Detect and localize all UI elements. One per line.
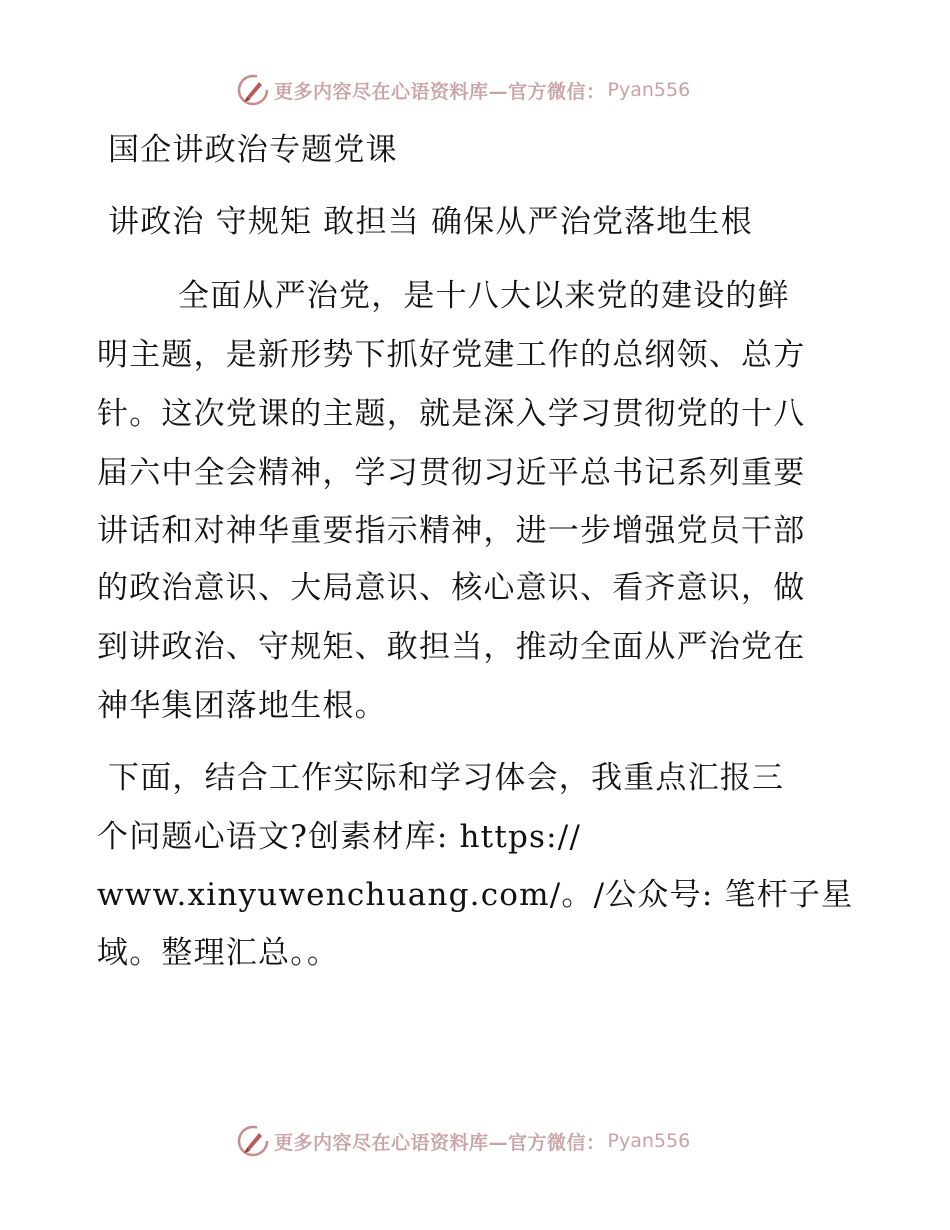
subtitle-heading: 讲政治 守规矩 敢担当 确保从严治党落地生根 (108, 204, 753, 240)
paragraph-line: 的政治意识、大局意识、核心意识、看齐意识，做 (97, 570, 806, 606)
paragraph-line: 全面从严治党，是十八大以来党的建设的鲜 (178, 278, 790, 314)
paragraph-line: 下面，结合工作实际和学习体会，我重点汇报三 (108, 760, 785, 796)
watermark-wechat-id: Pyan556 (607, 1130, 691, 1152)
paragraph-line: 针。这次党课的主题，就是深入学习贯彻党的十八 (97, 396, 806, 432)
paragraph-line: www.xinyuwenchuang.com/。/公众号: 笔杆子星 (97, 877, 854, 913)
page-title: 国企讲政治专题党课 (108, 132, 398, 168)
paragraph-line: 届六中全会精神，学习贯彻习近平总书记系列重要 (97, 455, 806, 491)
paragraph-line: 个问题心语文?创素材库: https:// (97, 819, 582, 855)
paragraph-line: 到讲政治、守规矩、敢担当，推动全面从严治党在 (97, 629, 806, 665)
paragraph-line: 神华集团落地生根。 (97, 688, 387, 724)
paragraph-line: 讲话和对神华重要指示精神，进一步增强党员干部 (97, 513, 806, 549)
watermark-banner-top (236, 72, 690, 108)
paragraph-line: 明主题，是新形势下抓好党建工作的总纲领、总方 (97, 337, 806, 373)
watermark-text: 更多内容尽在心语资料库—官方微信： (274, 80, 606, 103)
watermark-banner-bottom (236, 1123, 690, 1159)
paragraph-line: 域。整理汇总。。 (97, 935, 340, 971)
pen-nib-logo-icon (236, 1124, 270, 1158)
pen-nib-logo-icon (236, 73, 270, 107)
watermark-text: 更多内容尽在心语资料库—官方微信： (274, 1131, 606, 1154)
watermark-wechat-id: Pyan556 (607, 79, 691, 101)
